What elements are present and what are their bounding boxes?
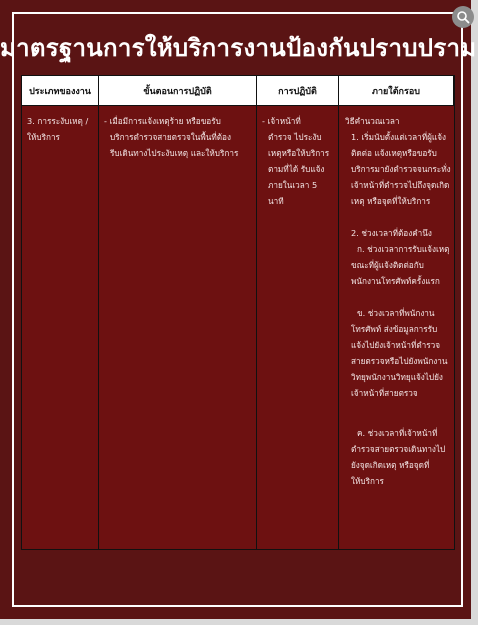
cell-framework — [339, 106, 454, 549]
text-line: เหตุ หรือจุดที่ให้บริการ — [351, 196, 431, 206]
text-line: ก. ช่วงเวลาการรับแจ้งเหตุ — [357, 244, 450, 254]
header-job-type: ประเภทของงาน — [22, 76, 99, 106]
text-line: 1. เริ่มนับตั้งแต่เวลาที่ผู้แจ้ง — [351, 132, 446, 142]
text-line: เจ้าหน้าที่สายตรวจ — [351, 388, 418, 398]
text-line: ยังจุดเกิดเหตุ หรือจุดที่ — [351, 460, 430, 470]
text-line: พนักงานโทรศัพท์ครั้งแรก — [351, 276, 440, 286]
text-line: รีบเดินทางไประงับเหตุ และให้บริการ — [110, 148, 239, 158]
text-line: ข. ช่วงเวลาที่พนักงาน — [357, 308, 435, 318]
text-line: เจ้าหน้าที่ตำรวจไปถึงจุดเกิด — [351, 180, 450, 190]
text-line: บริการมายังตำรวจจนกระทั่ง — [351, 164, 451, 174]
header-practice: การปฏิบัติ — [257, 76, 339, 106]
text-line: ขณะที่ผู้แจ้งติดต่อกับ — [351, 260, 424, 270]
text-line: เหตุหรือให้บริการ — [268, 148, 330, 158]
text-line: ตามที่ได้ รับแจ้ง — [268, 164, 325, 174]
text-line: วิทยุพนักงานวิทยุแจ้งไปยัง — [351, 372, 443, 382]
text-line: ภายในเวลา 5 — [268, 180, 318, 190]
text-line: - เมื่อมีการแจ้งเหตุร้าย หรือขอรับ — [104, 116, 221, 126]
text-line: 3. การระงับเหตุ / — [27, 116, 89, 126]
text-line: สายตรวจหรือไปยังพนักงาน — [351, 356, 448, 366]
text-line: บริการตำรวจสายตรวจในพื้นที่ต้อง — [110, 132, 231, 142]
text-line: ค. ช่วงเวลาที่เจ้าหน้าที่ — [357, 428, 438, 438]
zoom-icon — [456, 10, 470, 24]
cell-procedure — [99, 106, 257, 549]
text-line: 2. ช่วงเวลาที่ต้องคำนึง — [351, 228, 432, 238]
text-line: - เจ้าหน้าที่ — [262, 116, 301, 126]
service-standard-table — [21, 75, 455, 550]
page-title: มาตรฐานการให้บริการงานป้องกันปราบปราม — [0, 34, 477, 62]
text-line: ตำรวจ ไประงับ — [268, 132, 322, 142]
zoom-button[interactable] — [452, 6, 474, 28]
header-procedure: ขั้นตอนการปฏิบัติ — [99, 76, 257, 106]
text-line: โทรศัพท์ ส่งข้อมูลการรับ — [351, 324, 438, 334]
text-line: วิธีคำนวณเวลา — [345, 116, 400, 126]
text-line: ให้บริการ — [27, 132, 60, 142]
cell-job-type — [22, 106, 99, 549]
text-line: นาที — [268, 196, 284, 206]
text-line: แจ้งไปยังเจ้าหน้าที่ตำรวจ — [351, 340, 441, 350]
header-framework: ภายใต้กรอบ — [339, 76, 454, 106]
text-line: ตำรวจสายตรวจเดินทางไป — [351, 444, 446, 454]
text-line: ติดต่อ แจ้งเหตุหรือขอรับ — [351, 148, 437, 158]
cell-practice — [257, 106, 339, 549]
text-line: ให้บริการ — [351, 476, 384, 486]
